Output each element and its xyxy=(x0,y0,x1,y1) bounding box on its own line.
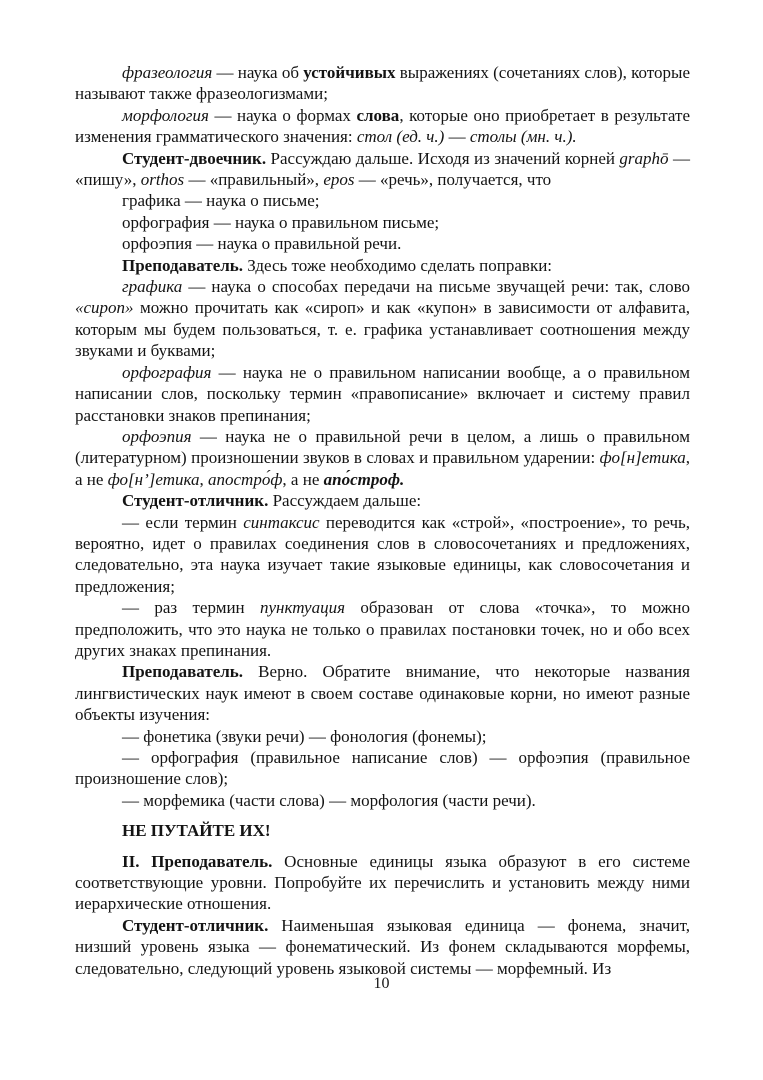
text-segment: , а не xyxy=(282,469,324,489)
paragraph xyxy=(75,597,690,661)
text-segment: Наименьшая языковая единица — фонема, значит, низший уровень языка — фонематический. Из фонем складываются морфемы, следовательно, следующий уровень языковой системы — морфемный. Из xyxy=(75,915,690,978)
paragraph xyxy=(75,276,690,362)
paragraph xyxy=(75,105,690,148)
text-segment: — «пишу», xyxy=(75,148,690,190)
paragraph xyxy=(75,915,690,979)
paragraph xyxy=(75,512,690,598)
text-segment: — фонетика (звуки речи) — фонология (фонемы); xyxy=(122,726,487,746)
text-segment: орфоэпия — наука о правильной речи. xyxy=(122,234,402,254)
paragraph xyxy=(75,851,690,915)
text-segment: устойчивых xyxy=(303,63,396,82)
text-segment: НЕ ПУТАЙТЕ ИХ! xyxy=(122,821,271,841)
text-segment: «сироп» xyxy=(75,298,134,318)
text-segment: Студент-двоечник. xyxy=(122,148,267,168)
text-segment: Рассуждаем дальше: xyxy=(268,491,422,511)
text-segment: , которые оно приобретает в результате изменения грамматического значения: xyxy=(75,105,690,147)
text-segment: орфоэпия xyxy=(122,426,192,446)
paragraph xyxy=(75,362,690,426)
paragraph xyxy=(75,212,690,233)
text-segment: образован от слова «точка», то можно предположить, что это наука не только о правилах постановки точек, но и обо всех других знаках препинания. xyxy=(75,598,690,660)
text-segment: — наука не о правильной речи в целом, а лишь о правильном (литературном) произношении звуков в словах и правильном ударении: xyxy=(75,426,690,468)
paragraph xyxy=(75,726,690,747)
page-content xyxy=(75,62,690,979)
paragraph xyxy=(75,190,690,211)
paragraph xyxy=(75,790,690,811)
paragraph xyxy=(75,255,690,276)
text-segment: графика xyxy=(122,277,183,297)
text-segment: — орфография (правильное написание слов) — орфоэпия (правильное произношение слов); xyxy=(75,748,690,789)
text-segment: синтаксис xyxy=(243,512,320,532)
text-segment: Студент-отличник. xyxy=(122,915,269,935)
paragraph xyxy=(75,426,690,490)
text-segment: II. Преподаватель. xyxy=(122,851,273,871)
text-segment: epos xyxy=(323,170,355,190)
text-segment: — наука не о правильном написании вообще, а о правильном написании слов, поскольку термин «правописание» включает и систему правил расстановки знаков препинания; xyxy=(75,362,690,425)
text-segment: фо[н’]етика xyxy=(107,469,200,489)
text-segment: Преподаватель. xyxy=(122,255,244,275)
text-segment: Рассуждаю дальше. Исходя из значений корней xyxy=(266,148,620,168)
text-segment: Преподаватель. xyxy=(122,662,244,682)
text-segment: Здесь тоже необходимо сделать поправки: xyxy=(243,255,553,275)
text-segment: фо[н]етика xyxy=(599,448,686,468)
text-segment: морфология xyxy=(122,105,209,125)
text-segment: фразеология xyxy=(122,63,213,82)
paragraph xyxy=(75,490,690,511)
text-segment: апостро́ф xyxy=(208,469,283,489)
text-segment: — наука о способах передачи на письме звучащей речи: так, слово xyxy=(182,277,690,297)
text-segment: — наука о формах xyxy=(208,105,357,125)
paragraph xyxy=(75,747,690,790)
text-segment: — раз термин xyxy=(122,598,260,618)
text-segment: выражениях (сочетаниях слов), которые называют также фразеологизмами; xyxy=(75,63,690,104)
text-segment: графика — наука о письме; xyxy=(122,191,320,211)
text-segment: — наука об xyxy=(212,63,304,82)
text-segment: переводится как «строй», «построение», то речь, вероятно, идет о правилах соединения слов в словосочетаниях и предложениях, следовательно, эта наука изучает такие языковые единицы, как словосочетания и предложения; xyxy=(75,512,690,596)
text-segment: graphō xyxy=(619,148,669,168)
text-segment: — если термин xyxy=(122,512,244,532)
text-segment: Верно. Обратите внимание, что некоторые названия лингвистических наук имеют в своем составе одинаковые корни, но имеют разные объекты изучения: xyxy=(75,662,690,725)
text-segment: Студент-отличник. xyxy=(122,491,269,511)
text-segment: orthos xyxy=(140,170,185,190)
text-segment: , xyxy=(199,469,209,489)
text-segment: слова xyxy=(356,105,400,125)
text-segment: — «речь», получается, что xyxy=(354,170,552,190)
text-segment: — «правильный», xyxy=(184,170,324,190)
section-heading xyxy=(75,820,690,841)
page-number: 10 xyxy=(373,975,390,992)
paragraph xyxy=(75,62,690,105)
paragraph xyxy=(75,148,690,191)
text-segment: столы (мн. ч.). xyxy=(469,127,577,147)
text-segment: , а не xyxy=(75,448,690,489)
text-segment: орфография xyxy=(122,362,212,382)
text-segment: стол (ед. ч.) xyxy=(356,127,445,147)
paragraph xyxy=(75,661,690,725)
text-segment: Основные единицы языка образуют в его системе соответствующие уровни. Попробуйте их перечислить и установить между ними иерархические отношения. xyxy=(75,851,690,914)
text-segment: апо́строф. xyxy=(323,469,405,489)
text-segment: орфография — наука о правильном письме; xyxy=(122,212,440,232)
text-segment: можно прочитать как «сироп» и как «купон» в зависимости от алфавита, которым мы будем пользоваться, т. е. графика устанавливает соотношения между звуками и буквами; xyxy=(75,298,690,361)
text-segment: — xyxy=(444,127,470,147)
text-segment: — морфемика (части слова) — морфология (части речи). xyxy=(122,790,536,810)
text-segment: пунктуация xyxy=(260,598,346,618)
paragraph xyxy=(75,233,690,254)
